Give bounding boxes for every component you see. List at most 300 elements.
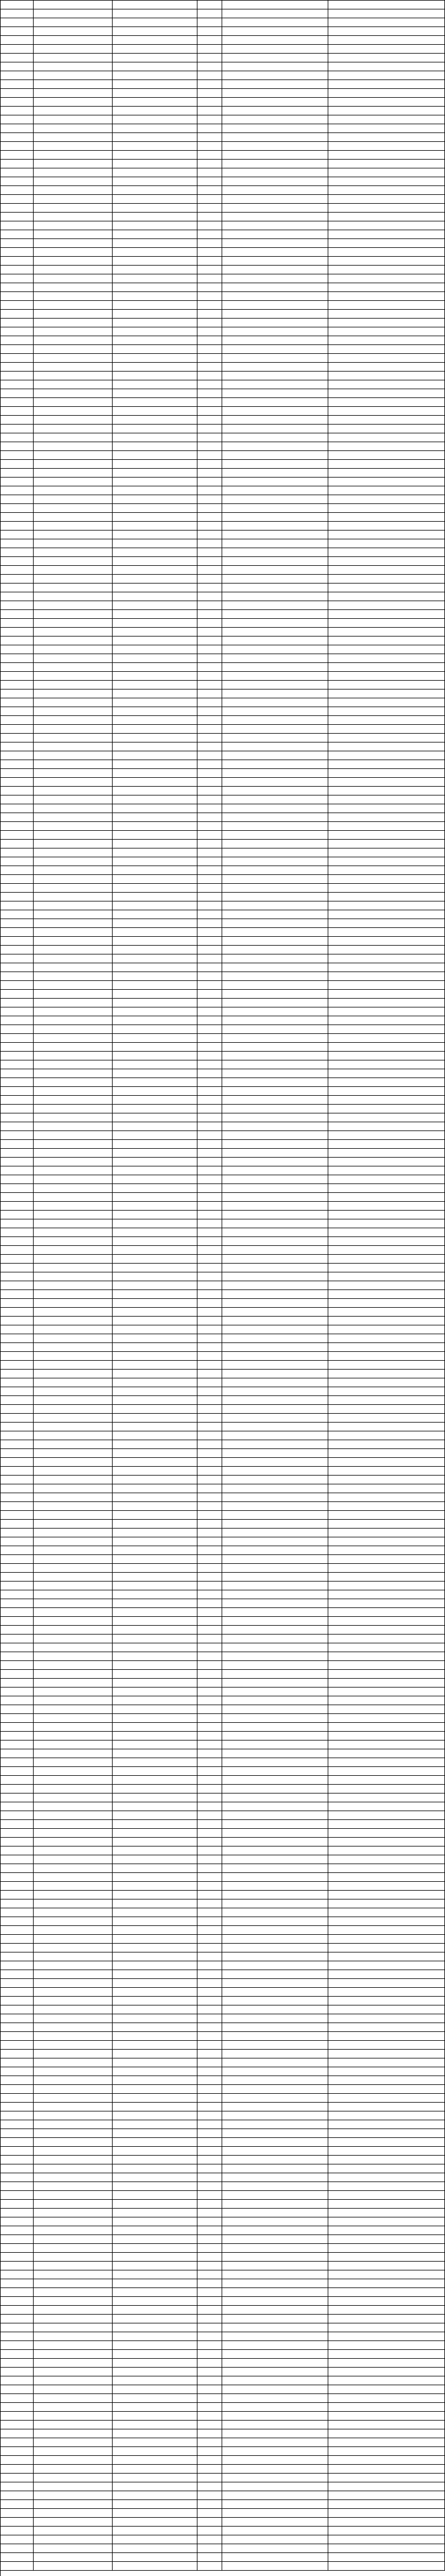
table-cell-number xyxy=(1,1705,34,1713)
table-cell-name xyxy=(34,1705,113,1713)
table-cell-name xyxy=(34,2359,113,2367)
table-cell-major xyxy=(328,619,445,627)
table-row xyxy=(1,2350,445,2359)
table-cell-name xyxy=(34,848,113,857)
table-cell-name xyxy=(34,1749,113,1758)
table-cell-category xyxy=(113,2085,197,2093)
table-cell-number xyxy=(1,1785,34,1793)
table-cell-category xyxy=(113,2094,197,2102)
table-cell-candidate_id xyxy=(222,266,329,274)
table-cell-category xyxy=(113,628,197,636)
table-cell-candidate_id xyxy=(222,2191,329,2199)
table-cell-number xyxy=(1,2147,34,2155)
table-cell-major xyxy=(328,71,445,79)
table-cell-sex xyxy=(197,628,222,636)
table-cell-major xyxy=(328,2491,445,2499)
table-cell-major xyxy=(328,1908,445,1917)
table-cell-number xyxy=(1,1166,34,1175)
table-cell-name xyxy=(34,1811,113,1819)
table-cell-name xyxy=(34,2279,113,2287)
table-cell-number xyxy=(1,1034,34,1042)
table-cell-major xyxy=(328,804,445,813)
table-row xyxy=(1,2332,445,2341)
table-cell-number xyxy=(1,2429,34,2438)
table-cell-name xyxy=(34,875,113,883)
table-cell-category xyxy=(113,1105,197,1113)
table-row xyxy=(1,1802,445,1811)
table-cell-candidate_id xyxy=(222,654,329,662)
table-cell-category xyxy=(113,1952,197,1961)
table-cell-category xyxy=(113,274,197,283)
table-cell-name xyxy=(34,2085,113,2093)
table-cell-major xyxy=(328,1131,445,1139)
table-row xyxy=(1,2288,445,2297)
table-cell-name xyxy=(34,98,113,106)
table-cell-number xyxy=(1,1599,34,1607)
table-cell-name xyxy=(34,451,113,459)
table-cell-sex xyxy=(197,539,222,548)
table-cell-category xyxy=(113,1281,197,1289)
table-cell-category xyxy=(113,2173,197,2182)
table-cell-candidate_id xyxy=(222,1740,329,1749)
table-cell-name xyxy=(34,1846,113,1855)
table-cell-number xyxy=(1,345,34,353)
table-row xyxy=(1,2562,445,2571)
table-cell-name xyxy=(34,248,113,256)
table-cell-candidate_id xyxy=(222,230,329,238)
table-cell-sex xyxy=(197,1431,222,1440)
table-cell-major xyxy=(328,584,445,592)
table-cell-candidate_id xyxy=(222,380,329,389)
table-cell-category xyxy=(113,1405,197,1413)
table-cell-candidate_id xyxy=(222,115,329,124)
table-cell-name xyxy=(34,1661,113,1669)
table-cell-number xyxy=(1,893,34,901)
table-cell-number xyxy=(1,857,34,866)
table-cell-major xyxy=(328,2005,445,2014)
table-cell-major xyxy=(328,1060,445,1069)
table-cell-major xyxy=(328,1113,445,1122)
table-cell-sex xyxy=(197,645,222,654)
table-cell-major xyxy=(328,292,445,300)
table-cell-name xyxy=(34,619,113,627)
table-cell-category xyxy=(113,592,197,601)
table-row xyxy=(1,1864,445,1873)
table-cell-major xyxy=(328,1440,445,1448)
table-cell-number xyxy=(1,2421,34,2429)
table-cell-category xyxy=(113,107,197,115)
table-row xyxy=(1,584,445,592)
table-cell-number xyxy=(1,18,34,26)
table-cell-number xyxy=(1,2279,34,2287)
table-cell-major xyxy=(328,2253,445,2261)
table-cell-name xyxy=(34,1652,113,1660)
table-cell-number xyxy=(1,2138,34,2146)
table-cell-category xyxy=(113,2500,197,2508)
table-row xyxy=(1,2474,445,2482)
table-cell-sex xyxy=(197,707,222,715)
table-cell-candidate_id xyxy=(222,221,329,230)
table-row xyxy=(1,221,445,230)
table-row xyxy=(1,2111,445,2120)
table-cell-name xyxy=(34,1599,113,1607)
table-cell-number xyxy=(1,1590,34,1599)
table-cell-number xyxy=(1,239,34,247)
table-row xyxy=(1,1723,445,1732)
table-cell-candidate_id xyxy=(222,1908,329,1917)
table-cell-sex xyxy=(197,584,222,592)
table-cell-number xyxy=(1,1944,34,1952)
table-cell-name xyxy=(34,1131,113,1139)
table-cell-sex xyxy=(197,1546,222,1554)
table-cell-major xyxy=(328,1935,445,1943)
table-cell-number xyxy=(1,2253,34,2261)
table-cell-name xyxy=(34,1440,113,1448)
table-cell-major xyxy=(328,354,445,362)
table-cell-major xyxy=(328,195,445,203)
table-row xyxy=(1,1776,445,1785)
table-row xyxy=(1,592,445,601)
table-cell-sex xyxy=(197,407,222,415)
table-cell-sex xyxy=(197,857,222,866)
table-cell-candidate_id xyxy=(222,142,329,150)
table-cell-major xyxy=(328,681,445,689)
table-cell-major xyxy=(328,2562,445,2570)
table-cell-category xyxy=(113,804,197,813)
table-cell-sex xyxy=(197,840,222,848)
table-cell-major xyxy=(328,2535,445,2544)
table-cell-major xyxy=(328,1608,445,1616)
table-cell-major xyxy=(328,1873,445,1881)
table-cell-number xyxy=(1,2244,34,2252)
table-cell-major xyxy=(328,2156,445,2164)
table-cell-major xyxy=(328,54,445,62)
table-cell-candidate_id xyxy=(222,1979,329,1987)
table-cell-major xyxy=(328,2456,445,2464)
table-cell-major xyxy=(328,1078,445,1086)
table-cell-number xyxy=(1,972,34,980)
table-cell-candidate_id xyxy=(222,2412,329,2420)
table-cell-sex xyxy=(197,345,222,353)
table-cell-category xyxy=(113,1635,197,1643)
table-cell-sex xyxy=(197,813,222,821)
table-cell-number xyxy=(1,2050,34,2058)
table-cell-sex xyxy=(197,89,222,97)
table-cell-major xyxy=(328,2050,445,2058)
table-cell-category xyxy=(113,2209,197,2217)
table-cell-number xyxy=(1,1423,34,1431)
table-cell-major xyxy=(328,460,445,468)
table-cell-major xyxy=(328,1467,445,1475)
table-cell-sex xyxy=(197,2058,222,2067)
table-row xyxy=(1,760,445,769)
table-cell-major xyxy=(328,2368,445,2376)
table-row xyxy=(1,1237,445,1246)
table-cell-name xyxy=(34,45,113,53)
table-cell-category xyxy=(113,1802,197,1811)
table-cell-name xyxy=(34,62,113,71)
table-cell-sex xyxy=(197,1555,222,1563)
table-cell-name xyxy=(34,910,113,919)
table-cell-major xyxy=(328,2438,445,2446)
table-row xyxy=(1,248,445,257)
table-cell-major xyxy=(328,266,445,274)
table-cell-name xyxy=(34,239,113,247)
table-cell-candidate_id xyxy=(222,292,329,300)
table-cell-name xyxy=(34,1714,113,1722)
table-cell-number xyxy=(1,619,34,627)
table-cell-candidate_id xyxy=(222,857,329,866)
table-cell-name xyxy=(34,1087,113,1095)
table-row xyxy=(1,2279,445,2288)
table-cell-category xyxy=(113,1829,197,1837)
table-cell-candidate_id xyxy=(222,884,329,892)
table-cell-category xyxy=(113,1414,197,1422)
table-cell-number xyxy=(1,1502,34,1510)
table-row xyxy=(1,380,445,389)
table-cell-candidate_id xyxy=(222,425,329,433)
table-row xyxy=(1,2120,445,2129)
table-cell-major xyxy=(328,592,445,601)
table-cell-sex xyxy=(197,213,222,221)
table-cell-sex xyxy=(197,1228,222,1236)
table-cell-name xyxy=(34,946,113,954)
table-cell-major xyxy=(328,981,445,989)
table-row xyxy=(1,1255,445,1264)
table-cell-major xyxy=(328,98,445,106)
table-cell-major xyxy=(328,866,445,874)
table-row xyxy=(1,425,445,433)
table-cell-sex xyxy=(197,1272,222,1281)
table-cell-sex xyxy=(197,45,222,53)
table-row xyxy=(1,681,445,689)
table-row xyxy=(1,2173,445,2182)
table-cell-major xyxy=(328,2553,445,2561)
table-cell-number xyxy=(1,689,34,698)
table-cell-category xyxy=(113,1899,197,1908)
table-cell-sex xyxy=(197,1502,222,1510)
table-cell-number xyxy=(1,663,34,671)
table-cell-candidate_id xyxy=(222,742,329,751)
table-cell-category xyxy=(113,1,197,9)
table-cell-name xyxy=(34,928,113,936)
table-cell-major xyxy=(328,1246,445,1254)
table-cell-number xyxy=(1,186,34,194)
table-cell-candidate_id xyxy=(222,1202,329,1210)
table-cell-name xyxy=(34,1635,113,1643)
table-row xyxy=(1,9,445,18)
table-cell-major xyxy=(328,2138,445,2146)
table-cell-major xyxy=(328,1007,445,1016)
table-cell-candidate_id xyxy=(222,822,329,830)
table-cell-category xyxy=(113,1555,197,1563)
table-cell-sex xyxy=(197,2262,222,2270)
table-cell-category xyxy=(113,1343,197,1351)
table-cell-name xyxy=(34,1679,113,1687)
table-cell-major xyxy=(328,2103,445,2111)
table-row xyxy=(1,1361,445,1370)
table-row xyxy=(1,778,445,787)
table-cell-number xyxy=(1,1158,34,1166)
table-cell-name xyxy=(34,407,113,415)
table-cell-number xyxy=(1,1,34,9)
table-cell-category xyxy=(113,2544,197,2552)
table-cell-candidate_id xyxy=(222,2403,329,2411)
table-cell-sex xyxy=(197,1917,222,1925)
table-cell-major xyxy=(328,1970,445,1978)
table-cell-candidate_id xyxy=(222,274,329,283)
table-cell-category xyxy=(113,2067,197,2076)
table-cell-number xyxy=(1,2368,34,2376)
table-cell-sex xyxy=(197,1635,222,1643)
table-cell-name xyxy=(34,177,113,185)
table-cell-number xyxy=(1,2447,34,2455)
table-cell-candidate_id xyxy=(222,1970,329,1978)
table-row xyxy=(1,1423,445,1431)
table-cell-major xyxy=(328,2085,445,2093)
table-cell-candidate_id xyxy=(222,2323,329,2332)
table-cell-category xyxy=(113,539,197,548)
table-cell-sex xyxy=(197,2288,222,2296)
table-cell-name xyxy=(34,425,113,433)
table-cell-sex xyxy=(197,522,222,530)
table-cell-major xyxy=(328,1158,445,1166)
table-row xyxy=(1,990,445,999)
table-row xyxy=(1,478,445,486)
table-cell-number xyxy=(1,531,34,539)
table-cell-name xyxy=(34,310,113,318)
table-cell-number xyxy=(1,160,34,168)
table-cell-number xyxy=(1,1052,34,1060)
table-cell-name xyxy=(34,769,113,777)
table-cell-number xyxy=(1,2385,34,2393)
table-cell-major xyxy=(328,2518,445,2526)
table-cell-category xyxy=(113,380,197,389)
table-row xyxy=(1,1688,445,1696)
table-row xyxy=(1,2500,445,2509)
table-cell-category xyxy=(113,124,197,132)
table-cell-number xyxy=(1,1873,34,1881)
table-cell-name xyxy=(34,2527,113,2535)
table-cell-number xyxy=(1,1228,34,1236)
table-cell-sex xyxy=(197,460,222,468)
table-cell-major xyxy=(328,2244,445,2252)
table-cell-number xyxy=(1,2297,34,2305)
table-row xyxy=(1,1113,445,1122)
table-row xyxy=(1,1140,445,1149)
table-cell-candidate_id xyxy=(222,937,329,945)
table-cell-category xyxy=(113,2076,197,2084)
table-cell-name xyxy=(34,1043,113,1051)
table-cell-sex xyxy=(197,901,222,910)
table-cell-number xyxy=(1,2058,34,2067)
table-cell-major xyxy=(328,213,445,221)
table-cell-name xyxy=(34,1643,113,1652)
table-cell-category xyxy=(113,893,197,901)
table-cell-category xyxy=(113,2368,197,2376)
table-cell-major xyxy=(328,1166,445,1175)
table-cell-name xyxy=(34,433,113,442)
table-cell-sex xyxy=(197,1052,222,1060)
table-cell-candidate_id xyxy=(222,1219,329,1228)
table-cell-category xyxy=(113,372,197,380)
table-cell-major xyxy=(328,857,445,866)
table-cell-candidate_id xyxy=(222,2209,329,2217)
table-cell-number xyxy=(1,1122,34,1130)
table-row xyxy=(1,2527,445,2535)
table-row xyxy=(1,389,445,398)
table-cell-name xyxy=(34,1361,113,1369)
table-row xyxy=(1,213,445,221)
table-cell-candidate_id xyxy=(222,107,329,115)
table-cell-candidate_id xyxy=(222,2103,329,2111)
table-cell-category xyxy=(113,2032,197,2040)
table-cell-category xyxy=(113,310,197,318)
table-cell-name xyxy=(34,230,113,238)
table-cell-sex xyxy=(197,54,222,62)
table-cell-sex xyxy=(197,2085,222,2093)
table-cell-sex xyxy=(197,9,222,18)
table-row xyxy=(1,2058,445,2067)
table-cell-major xyxy=(328,742,445,751)
table-cell-category xyxy=(113,1511,197,1519)
table-cell-name xyxy=(34,1511,113,1519)
table-cell-number xyxy=(1,1343,34,1351)
table-cell-candidate_id xyxy=(222,2482,329,2491)
table-row xyxy=(1,1211,445,1219)
table-cell-number xyxy=(1,875,34,883)
table-cell-sex xyxy=(197,919,222,927)
table-cell-sex xyxy=(197,2270,222,2279)
table-cell-name xyxy=(34,734,113,742)
table-cell-number xyxy=(1,1352,34,1360)
table-row xyxy=(1,354,445,363)
table-cell-sex xyxy=(197,2465,222,2473)
table-cell-major xyxy=(328,433,445,442)
table-cell-sex xyxy=(197,1370,222,1378)
table-cell-category xyxy=(113,1334,197,1342)
table-cell-candidate_id xyxy=(222,707,329,715)
table-cell-category xyxy=(113,751,197,760)
table-cell-category xyxy=(113,2527,197,2535)
table-cell-major xyxy=(328,2297,445,2305)
table-cell-sex xyxy=(197,2032,222,2040)
table-row xyxy=(1,1767,445,1776)
table-cell-candidate_id xyxy=(222,398,329,406)
table-cell-name xyxy=(34,380,113,389)
table-cell-category xyxy=(113,336,197,344)
table-cell-name xyxy=(34,1961,113,1970)
table-cell-sex xyxy=(197,2421,222,2429)
table-cell-sex xyxy=(197,1043,222,1051)
table-cell-major xyxy=(328,177,445,185)
table-cell-major xyxy=(328,1343,445,1351)
table-row xyxy=(1,928,445,937)
table-row xyxy=(1,1184,445,1193)
table-cell-number xyxy=(1,2323,34,2332)
table-cell-major xyxy=(328,1396,445,1404)
table-cell-candidate_id xyxy=(222,2518,329,2526)
table-cell-sex xyxy=(197,795,222,804)
table-row xyxy=(1,168,445,177)
table-cell-name xyxy=(34,681,113,689)
table-cell-major xyxy=(328,513,445,521)
table-cell-number xyxy=(1,1652,34,1660)
table-cell-category xyxy=(113,239,197,247)
table-row xyxy=(1,2509,445,2518)
table-cell-name xyxy=(34,1,113,9)
table-cell-number xyxy=(1,2094,34,2102)
